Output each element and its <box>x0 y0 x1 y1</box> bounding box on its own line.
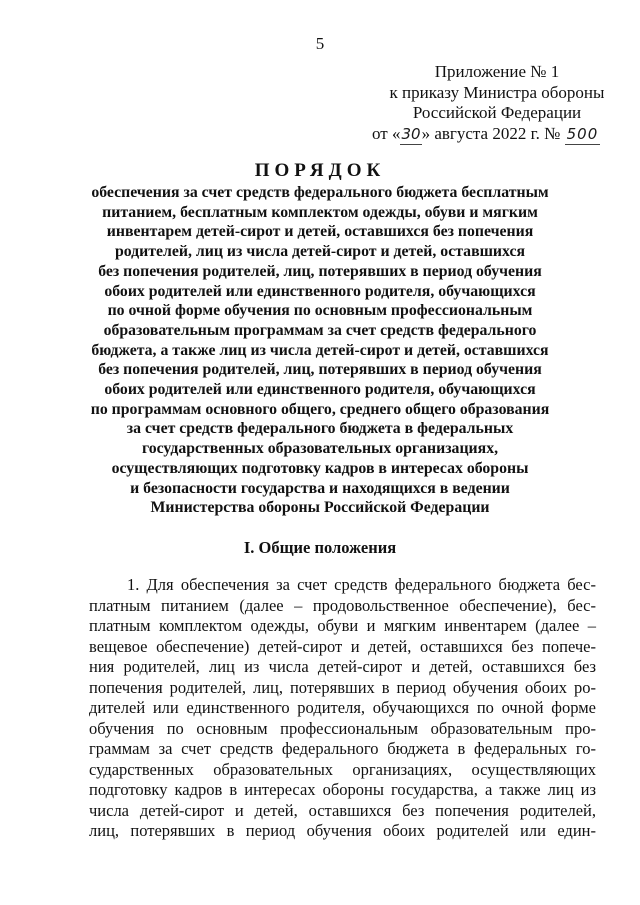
subtitle-line: обоих родителей или единственного родителя, обучающихся <box>104 282 536 300</box>
body-line: граммам за счет средств федерального бюджета в федеральных го- <box>89 739 596 758</box>
subtitle-line: за счет средств федерального бюджета в федеральных <box>126 420 514 438</box>
subtitle-line: осуществляющих подготовку кадров в интересах обороны <box>111 459 529 477</box>
subtitle-line: обоих родителей или единственного родителя, обучающихся <box>104 381 536 399</box>
body-line: платным питанием (далее – продовольственное обеспечение), бес- <box>89 595 596 615</box>
date-middle: » августа 2022 г. № <box>421 123 561 143</box>
section-heading: I. Общие положения <box>243 538 397 557</box>
appendix-title: Приложение № 1 <box>434 62 560 81</box>
page-number: 5 <box>315 34 325 53</box>
subtitle-line: питанием, бесплатным комплектом одежды, обуви и мягким <box>102 203 538 221</box>
body-line: дителей или единственного родителя, обучающихся по очной форме <box>89 698 596 717</box>
handwritten-order-number: 500 <box>565 124 601 146</box>
subtitle-line: бюджета, а также лиц из числа детей-сирот и детей, оставшихся <box>91 341 549 359</box>
appendix-block <box>372 62 622 145</box>
document-subtitle <box>60 183 580 518</box>
subtitle-line: государственных образовательных организациях, <box>141 440 499 458</box>
body-line: 1. Для обеспечения за счет средств федерального бюджета бес- <box>127 575 596 594</box>
subtitle-line: обеспечения за счет средств федерального бюджета бесплатным <box>91 184 549 201</box>
subtitle-line: без попечения родителей, лиц, потерявших в период обучения <box>98 262 542 280</box>
body-line: лиц, потерявших в период обучения обоих родителей или един- <box>89 821 596 840</box>
subtitle-line: родителей, лиц из числа детей-сирот и детей, оставшихся <box>114 243 526 261</box>
body-paragraph <box>89 575 596 842</box>
body-line: вещевое обеспечение) детей-сирот и детей, оставшихся без попече- <box>89 636 596 656</box>
appendix-country: Российской Федерации <box>412 103 582 122</box>
subtitle-line: инвентарем детей-сирот и детей, оставшихся без попечения <box>106 223 534 241</box>
subtitle-line: Министерства обороны Российской Федерации <box>150 499 490 517</box>
body-line: обучения по основным профессиональным образовательным про- <box>89 718 596 738</box>
subtitle-line: по очной форме обучения по основным профессиональным <box>107 302 533 320</box>
body-line: платным комплектом одежды, обуви и мягким инвентарем (далее – <box>89 616 596 635</box>
body-line: числа детей-сирот и детей, оставшихся без попечения родителей, <box>89 800 596 820</box>
document-title: ПОРЯДОК <box>254 160 386 181</box>
body-line: попечения родителей, лиц, потерявших в период обучения обоих ро- <box>89 677 596 697</box>
subtitle-line: без попечения родителей, лиц, потерявших в период обучения <box>98 361 542 379</box>
body-line: сударственных образовательных организациях, осуществляющих <box>89 759 596 779</box>
subtitle-line: образовательным программам за счет средств федерального <box>103 321 537 339</box>
body-line: ния родителей, лиц из числа детей-сирот и детей, оставшихся без <box>89 657 596 676</box>
subtitle-line: по программам основного общего, среднего общего образования <box>90 400 550 418</box>
body-line: подготовку кадров в интересах обороны государства, а также лиц из <box>89 780 596 799</box>
subtitle-line: и безопасности государства и находящихся в ведении <box>130 479 510 497</box>
appendix-date-line <box>372 124 622 146</box>
appendix-order-reference: к приказу Министра обороны <box>389 82 605 102</box>
date-prefix: от « <box>372 123 401 143</box>
handwritten-day: 30 <box>400 124 421 146</box>
